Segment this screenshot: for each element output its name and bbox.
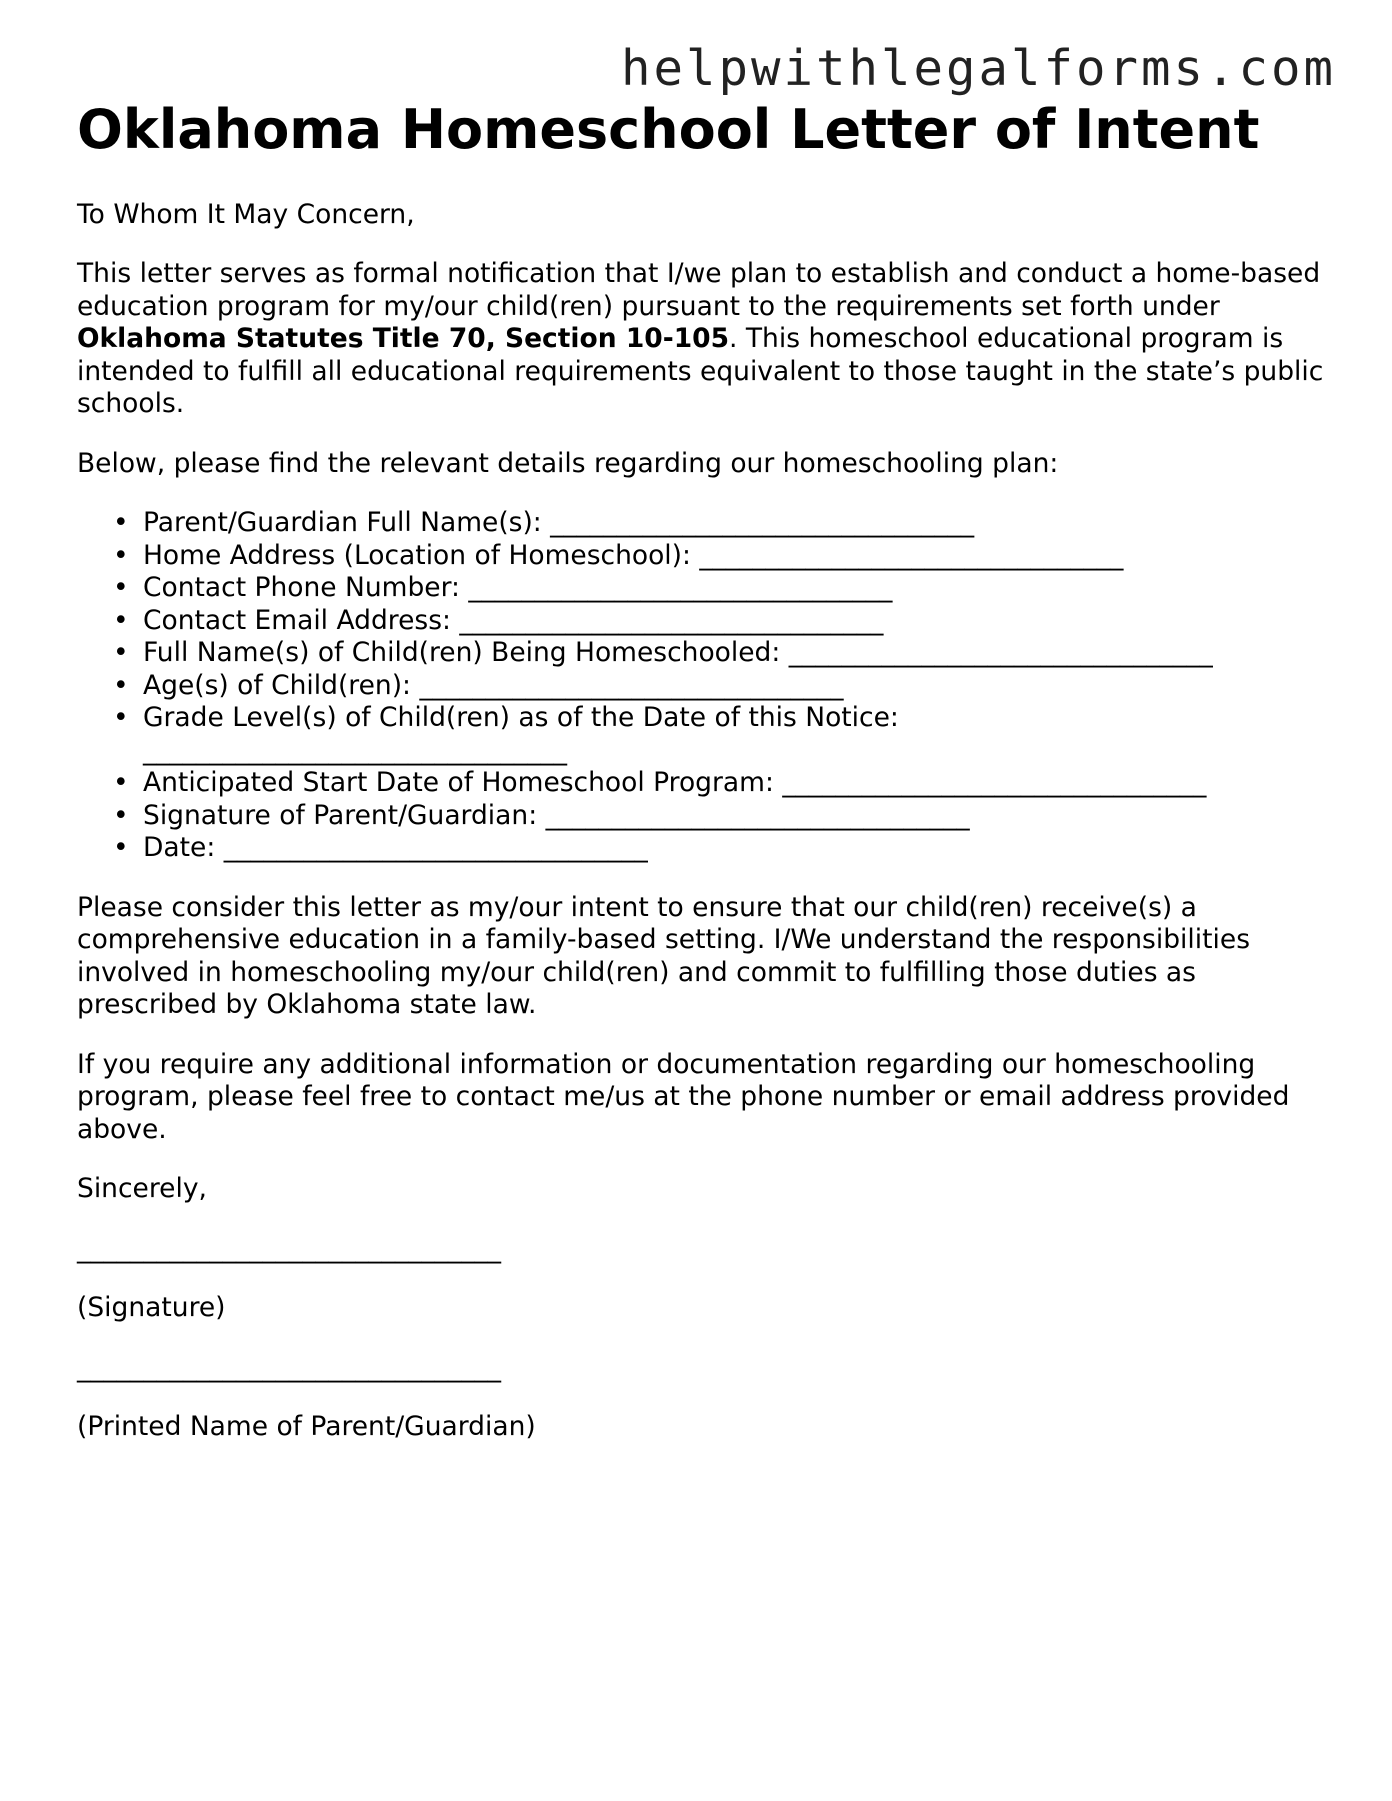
fill-blank[interactable]: ________________________________ bbox=[468, 572, 893, 604]
field-parent-signature bbox=[143, 800, 1337, 833]
intro-text-after: . This homeschool educational program is intended to fulfill all educational requirements equivalent to those taught in the state’s public schools. bbox=[77, 323, 1324, 420]
field-start-date bbox=[143, 767, 1337, 800]
field-children-ages bbox=[143, 670, 1337, 703]
field-label: Contact Email Address: bbox=[143, 604, 451, 636]
signature-label: (Signature) bbox=[77, 1292, 226, 1324]
field-children-names bbox=[143, 637, 1337, 670]
letter-body bbox=[77, 199, 1337, 1444]
field-email bbox=[143, 605, 1337, 638]
signature-line[interactable]: ________________________________ bbox=[77, 1232, 501, 1264]
fill-blank[interactable]: ________________________________ bbox=[782, 767, 1207, 799]
field-grade-levels bbox=[143, 702, 1337, 767]
details-list bbox=[77, 507, 1337, 865]
fill-blank[interactable]: ________________________________ bbox=[545, 799, 970, 831]
details-intro: Below, please find the relevant details regarding our homeschooling plan: bbox=[77, 447, 1059, 479]
printed-name-label: (Printed Name of Parent/Guardian) bbox=[77, 1411, 536, 1443]
field-home-address bbox=[143, 540, 1337, 573]
greeting: To Whom It May Concern, bbox=[77, 198, 415, 230]
field-label: Anticipated Start Date of Homeschool Program: bbox=[143, 767, 774, 799]
field-parent-name bbox=[143, 507, 1337, 540]
page-title: Oklahoma Homeschool Letter of Intent bbox=[77, 98, 1260, 161]
field-label: Parent/Guardian Full Name(s): bbox=[143, 507, 542, 539]
intro-text-before: This letter serves as formal notification that I/we plan to establish and conduct a home-based education program for my/our child(ren) pursuant to the requirements set forth under bbox=[77, 258, 1321, 322]
field-label: Date: bbox=[143, 832, 216, 864]
fill-blank[interactable]: ________________________________ bbox=[143, 734, 567, 766]
statute-reference: Oklahoma Statutes Title 70, Section 10-105 bbox=[77, 323, 730, 355]
field-date bbox=[143, 832, 1337, 865]
closing-paragraph-intent: Please consider this letter as my/our intent to ensure that our child(ren) receive(s) a comprehensive education in a family-based setting. I/We understand the responsibilities involved in homeschooling my/our child(ren) and commit to fulfilling those duties as prescribed by Oklahoma state law. bbox=[77, 891, 1251, 1021]
fill-blank[interactable]: ________________________________ bbox=[223, 832, 648, 864]
fill-blank[interactable]: ________________________________ bbox=[419, 669, 844, 701]
field-label: Full Name(s) of Child(ren) Being Homeschooled: bbox=[143, 637, 781, 669]
watermark-site-name: helpwithlegalforms.com bbox=[620, 40, 1336, 97]
printed-name-line[interactable]: ________________________________ bbox=[77, 1351, 501, 1383]
field-label: Grade Level(s) of Child(ren) as of the Date of this Notice: bbox=[143, 702, 899, 734]
fill-blank[interactable]: ________________________________ bbox=[459, 604, 884, 636]
intro-paragraph bbox=[77, 258, 1337, 421]
closing-paragraph-contact: If you require any additional information or documentation regarding our homeschooling program, please feel free to contact me/us at the phone number or email address provided above. bbox=[77, 1048, 1290, 1145]
field-label: Contact Phone Number: bbox=[143, 572, 460, 604]
fill-blank[interactable]: ________________________________ bbox=[788, 637, 1213, 669]
sign-off: Sincerely, bbox=[77, 1173, 207, 1205]
field-phone bbox=[143, 572, 1337, 605]
field-label: Age(s) of Child(ren): bbox=[143, 669, 411, 701]
field-label: Signature of Parent/Guardian: bbox=[143, 799, 538, 831]
fill-blank[interactable]: ________________________________ bbox=[699, 539, 1124, 571]
letter-page bbox=[77, 98, 1337, 1444]
fill-blank[interactable]: ________________________________ bbox=[550, 507, 975, 539]
field-label: Home Address (Location of Homeschool): bbox=[143, 539, 691, 571]
